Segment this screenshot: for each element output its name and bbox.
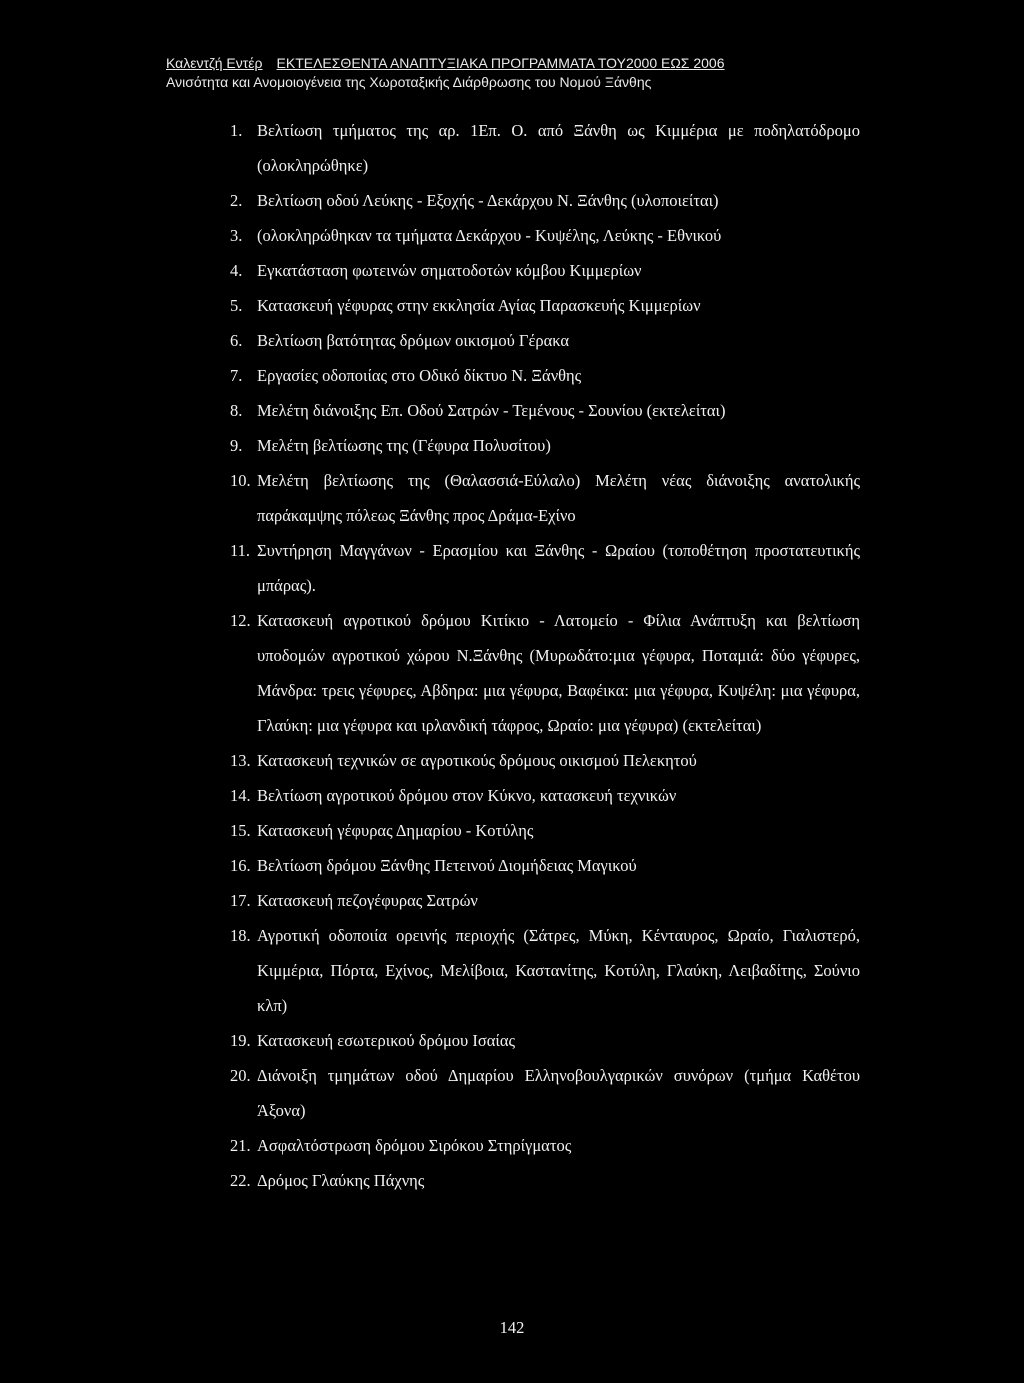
- list-item-text: Κατασκευή γέφυρας στην εκκλησία Αγίας Παρασκευής Κιμμερίων: [257, 296, 701, 315]
- list-item-text: Κατασκευή εσωτερικού δρόμου Ισαίας: [257, 1031, 515, 1050]
- list-item-text: Μελέτη βελτίωσης της (Θαλασσιά-Εύλαλο) Μελέτη νέας διάνοιξης ανατολικής παράκαμψης πόλεως Ξάνθης προς Δράμα-Εχίνο: [257, 471, 860, 525]
- list-item-number: 13.: [230, 751, 251, 770]
- header-subtitle: Ανισότητα και Ανομοιογένεια της Χωροταξικής Διάρθρωσης του Νομού Ξάνθης: [166, 74, 652, 90]
- list-item-text: Μελέτη βελτίωσης της (Γέφυρα Πολυσίτου): [257, 436, 551, 455]
- list-item-number: 19.: [230, 1031, 251, 1050]
- list-item: [230, 603, 860, 743]
- project-list: [230, 113, 860, 1198]
- list-item: [230, 218, 860, 253]
- list-item: [230, 463, 860, 533]
- list-item-text: Βελτίωση βατότητας δρόμων οικισμού Γέρακα: [257, 331, 570, 350]
- list-item-number: 12.: [230, 611, 251, 630]
- list-item: [230, 813, 860, 848]
- list-item: [230, 1128, 860, 1163]
- list-item: [230, 323, 860, 358]
- list-item-number: 6.: [230, 331, 243, 350]
- list-item-text: Δρόμος Γλαύκης Πάχνης: [257, 1171, 425, 1190]
- list-item-number: 3.: [230, 226, 243, 245]
- list-item-text: Βελτίωση τμήματος της αρ. 1Επ. Ο. από Ξάνθη ως Κιμμέρια με ποδηλατόδρομο (ολοκληρώθηκε): [257, 121, 860, 175]
- list-item-number: 2.: [230, 191, 243, 210]
- list-item-number: 15.: [230, 821, 251, 840]
- list-item: [230, 288, 860, 323]
- header-author: Καλεντζή Εντέρ: [166, 55, 263, 71]
- list-item-number: 11.: [230, 541, 251, 560]
- list-item-text: Κατασκευή τεχνικών σε αγροτικούς δρόμους οικισμού Πελεκητού: [257, 751, 697, 770]
- list-item-number: 17.: [230, 891, 251, 910]
- list-item-text: Βελτίωση οδού Λεύκης - Εξοχής - Δεκάρχου Ν. Ξάνθης (υλοποιείται): [257, 191, 719, 210]
- list-item-number: 21.: [230, 1136, 251, 1155]
- list-item: [230, 393, 860, 428]
- list-item-text: Κατασκευή γέφυρας Δημαρίου - Κοτύλης: [257, 821, 534, 840]
- list-item: [230, 848, 860, 883]
- list-item-text: Εργασίες οδοποιίας στο Οδικό δίκτυο Ν. Ξάνθης: [257, 366, 582, 385]
- page-number: 142: [499, 1318, 525, 1337]
- list-item-number: 16.: [230, 856, 251, 875]
- list-item-text: Μελέτη διάνοιξης Επ. Οδού Σατρών - Τεμένους - Σουνίου (εκτελείται): [257, 401, 726, 420]
- list-item-text: Κατασκευή πεζογέφυρας Σατρών: [257, 891, 478, 910]
- list-item-text: Αγροτική οδοποιία ορεινής περιοχής (Σάτρες, Μύκη, Κένταυρος, Ωραίο, Γιαλιστερό, Κιμμέρια, Πόρτα, Εχίνος, Μελίβοια, Καστανίτης, Κοτύλη, Γλαύκη, Λειβαδίτης, Σούνιο κλπ): [257, 926, 860, 1015]
- list-item-text: Εγκατάσταση φωτεινών σηματοδοτών κόμβου Κιμμερίων: [257, 261, 642, 280]
- list-item: [230, 778, 860, 813]
- list-item: [230, 1058, 860, 1128]
- list-item-text: Βελτίωση αγροτικού δρόμου στον Κύκνο, κατασκευή τεχνικών: [257, 786, 677, 805]
- list-item-text: Διάνοιξη τμημάτων οδού Δημαρίου Ελληνοβουλγαρικών συνόρων (τμήμα Καθέτου Άξονα): [257, 1066, 860, 1120]
- list-item-text: Ασφαλτόστρωση δρόμου Σιρόκου Στηρίγματος: [257, 1136, 572, 1155]
- list-item-number: 14.: [230, 786, 251, 805]
- list-item: [230, 253, 860, 288]
- list-item-number: 20.: [230, 1066, 251, 1085]
- list-item: [230, 113, 860, 183]
- header-line-1: [166, 54, 866, 73]
- list-item: [230, 533, 860, 603]
- list-item-number: 8.: [230, 401, 243, 420]
- list-item-number: 9.: [230, 436, 243, 455]
- list-item: [230, 1163, 860, 1198]
- list-item: [230, 183, 860, 218]
- header-program-title: ΕΚΤΕΛΕΣΘΕΝΤΑ ΑΝΑΠΤΥΞΙΑΚΑ ΠΡΟΓΡΑΜΜΑΤΑ ΤΟΥ2000 ΕΩΣ 2006: [276, 55, 725, 71]
- list-item: [230, 918, 860, 1023]
- list-item-number: 5.: [230, 296, 243, 315]
- list-item: [230, 1023, 860, 1058]
- list-item-number: 7.: [230, 366, 243, 385]
- list-item-number: 22.: [230, 1171, 251, 1190]
- list-item: [230, 743, 860, 778]
- page-header: [166, 54, 866, 92]
- list-item-text: Βελτίωση δρόμου Ξάνθης Πετεινού Διομήδειας Μαγικού: [257, 856, 637, 875]
- list-item: [230, 358, 860, 393]
- list-item: [230, 883, 860, 918]
- list-item-text: Κατασκευή αγροτικού δρόμου Κιτίκιο - Λατομείο - Φίλια Ανάπτυξη και βελτίωση υποδομών αγροτικού χώρου Ν.Ξάνθης (Μυρωδάτο:μια γέφυρα, Ποταμιά: δύο γέφυρες, Μάνδρα: τρεις γέφυρες, Αβδηρα: μια γέφυρα, Βαφέικα: μια γέφυρα, Κυψέλη: μια γέφυρα, Γλαύκη: μια γέφυρα και ιρλανδική τάφρος, Ωραίο: μια γέφυρα) (εκτελείται): [257, 611, 860, 735]
- list-item-text: Συντήρηση Μαγγάνων - Ερασμίου και Ξάνθης - Ωραίου (τοποθέτηση προστατευτικής μπάρας).: [257, 541, 860, 595]
- list-item-number: 10.: [230, 471, 251, 490]
- list-item-number: 4.: [230, 261, 243, 280]
- list-item-number: 1.: [230, 121, 243, 140]
- list-item-number: 18.: [230, 926, 251, 945]
- list-item-text: (ολοκληρώθηκαν τα τμήματα Δεκάρχου - Κυψέλης, Λεύκης - Εθνικού: [257, 226, 722, 245]
- list-item: [230, 428, 860, 463]
